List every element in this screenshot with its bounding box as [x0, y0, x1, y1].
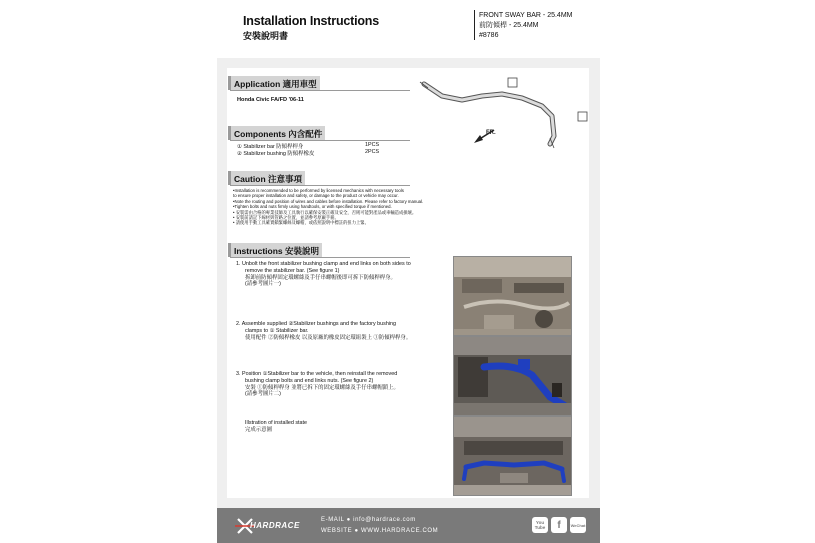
youtube-icon[interactable]: You Tube: [532, 517, 548, 533]
bullet-icon: ●: [346, 517, 354, 523]
component-item-1: ① Stabilizer bar 防傾桿桿身: [237, 144, 304, 150]
website-line: [321, 528, 438, 534]
footer-bar: [217, 508, 600, 543]
illustration-caption-en: Illstration of installed state: [245, 420, 308, 426]
illustration-caption-zh: 完成示意圖: [245, 426, 272, 433]
caution-list: [233, 188, 423, 226]
instruction-sheet: [217, 0, 600, 543]
content-panel: [217, 58, 600, 508]
facebook-icon[interactable]: f: [551, 517, 567, 533]
step-line: bushing clamp bolts and end links nuts. (See figure 2): [245, 377, 374, 384]
wechat-icon[interactable]: WeChat: [570, 517, 586, 533]
illustration-caption: [245, 420, 307, 434]
components-rule: [230, 140, 410, 141]
figure-2-photo: [453, 336, 572, 416]
figure-1-photo: [453, 256, 572, 336]
installed-state-photo: [453, 416, 572, 496]
step-line: remove the stabilizer bar. (See figure 1): [245, 267, 340, 274]
component-item-2: ② Stabilizer bushing 防傾桿橡皮: [237, 151, 315, 157]
instructions-heading: Instructions 安裝說明: [228, 243, 322, 257]
step-line: 使用配件 ②防傾桿橡皮 以及原廠的橡皮固定環組裝上 ①防傾桿桿身。: [245, 334, 412, 341]
website-link[interactable]: WWW.HARDRACE.COM: [360, 528, 439, 534]
step-line: 拆卸前防傾桿固定環螺絲及手仔串螺帽後即可拆下防傾桿桿身。: [245, 274, 396, 281]
caution-line: • 安裝需由合格的專業技師及工具執行以確保安裝正確及安全，否則可能對產品或車輛造成損壞。: [233, 209, 417, 215]
step-line: (請參考圖片二): [245, 391, 281, 398]
email-link[interactable]: info@hardrace.com: [353, 517, 416, 523]
caution-line: • 請使用手動工具確實鎖緊螺絲及螺帽，或依照說明中標註的扭力上緊。: [233, 220, 369, 226]
brand-name: HARDRACE: [250, 521, 300, 530]
step-line: 3. Position ①Stabilizer bar to the vehicle, then reinstall the removed: [236, 371, 398, 377]
application-rule: [230, 90, 410, 91]
website-label: WEBSITE: [321, 528, 353, 534]
instruction-step-3: [236, 371, 441, 398]
caution-line: • 安裝前請記下線材與管路之位置，並請參考原廠手冊。: [233, 215, 339, 221]
caution-rule: [230, 185, 410, 186]
bullet-icon: ●: [354, 528, 361, 534]
email-line: [321, 517, 416, 523]
product-number: #8786: [479, 32, 499, 39]
caution-line: to ensure proper installation and safety, or damage to the product or vehicle may occur.: [233, 193, 399, 199]
content-inner: [227, 68, 589, 498]
caution-line: •Installation is recommended to be performed by licensed mechanics with necessary tools: [233, 188, 404, 193]
direction-label: FR.: [486, 130, 496, 136]
component-qty-2: 2PCS: [365, 149, 380, 155]
email-label: E-MAIL: [321, 517, 345, 523]
product-name: FRONT SWAY BAR - 25.4MM: [479, 12, 573, 19]
instruction-step-2: [236, 321, 441, 341]
page-title: Installation Instructions: [243, 14, 379, 28]
sway-bar-diagram: [402, 74, 592, 174]
instruction-step-1: [236, 261, 441, 288]
components-heading: Components 內含配件: [228, 126, 325, 140]
vehicle-application: Honda Civic FA/FD '06-11: [237, 97, 304, 103]
social-icons: [532, 517, 586, 533]
header-divider: [474, 10, 475, 40]
step-line: 安裝 ①防傾桿桿身 並將已拆下的固定環螺絲及手仔串螺帽鎖上。: [245, 384, 399, 391]
caution-heading: Caution 注意事項: [228, 171, 305, 185]
product-name-zh: 前防傾桿 - 25.4MM: [479, 22, 539, 29]
step-line: 2. Assemble supplied ②Stabilizer bushings and the factory bushing: [236, 321, 397, 327]
instructions-rule: [230, 257, 410, 258]
application-heading: Application 適用車型: [228, 76, 320, 90]
caution-line: •Tighten bolts and nuts firmly using handtools, or with specified torque if mentioned.: [233, 204, 392, 210]
step-line: 1. Unbolt the front stabilizer bushing clamp and end links on both sides to: [236, 261, 411, 267]
step-line: clamps to ① Stabilizer bar.: [245, 327, 309, 334]
step-line: (請參考圖片一): [245, 281, 281, 288]
component-qty-1: 1PCS: [365, 142, 380, 148]
product-info: [479, 11, 572, 41]
page-title-zh: 安裝說明書: [243, 32, 289, 42]
brand-logo: [232, 517, 310, 540]
caution-line: •Note the routing and position of wires and cables before installation. Please refer to factory manual.: [233, 198, 424, 204]
